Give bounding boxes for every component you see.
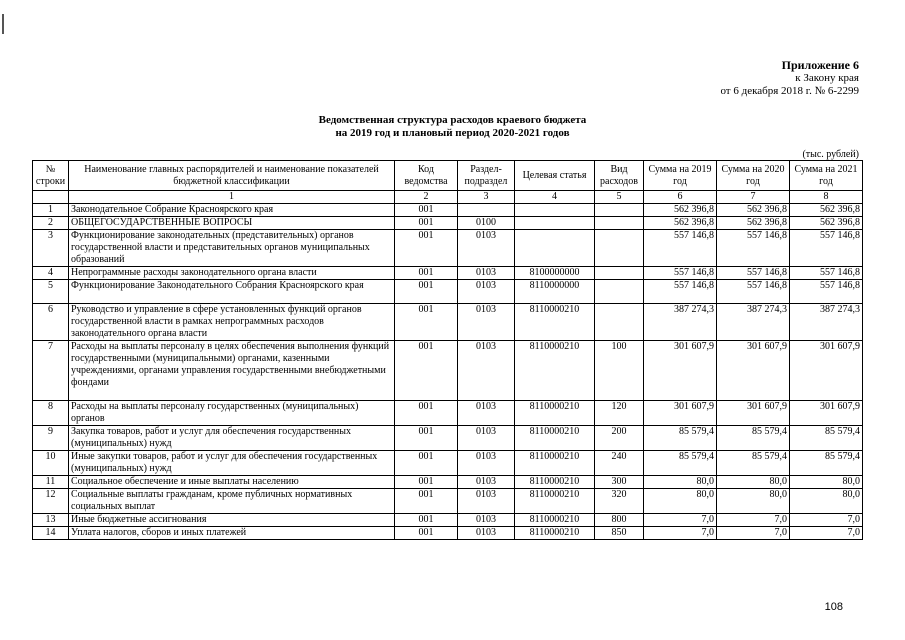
row-sum-2019: 562 396,8 (644, 217, 717, 230)
table-row (33, 230, 863, 267)
table-row (33, 204, 863, 217)
row-name: Иные бюджетные ассигнования (69, 514, 395, 527)
table-row (33, 280, 863, 304)
row-sum-2020: 557 146,8 (717, 267, 790, 280)
row-sum-2021: 557 146,8 (790, 230, 863, 267)
appendix-title: Приложение 6 (781, 58, 859, 72)
row-section-code: 0103 (458, 489, 515, 514)
row-number: 12 (33, 489, 69, 514)
row-sum-2020: 301 607,9 (717, 401, 790, 426)
column-number-row (33, 191, 863, 204)
row-target-code: 8110000210 (515, 489, 595, 514)
column-number: 2 (395, 191, 458, 204)
row-name: Расходы на выплаты персоналу в целях обеспечения выполнения функций государственными (муниципальными) органами, казенными учреждениями, органами управления государственными внебюджетными фондами (69, 341, 395, 401)
column-number: 7 (717, 191, 790, 204)
row-number: 9 (33, 426, 69, 451)
row-number: 3 (33, 230, 69, 267)
row-section-code: 0103 (458, 341, 515, 401)
row-sum-2019: 85 579,4 (644, 426, 717, 451)
row-dept-code: 001 (395, 451, 458, 476)
row-number: 6 (33, 304, 69, 341)
row-sum-2021: 301 607,9 (790, 401, 863, 426)
row-target-code: 8110000210 (515, 476, 595, 489)
row-target-code: 8110000210 (515, 341, 595, 401)
row-name: ОБЩЕГОСУДАРСТВЕННЫЕ ВОПРОСЫ (69, 217, 395, 230)
row-sum-2020: 80,0 (717, 476, 790, 489)
row-target-code (515, 230, 595, 267)
row-sum-2020: 301 607,9 (717, 341, 790, 401)
header-section: Раздел-подраздел (458, 161, 515, 191)
row-number: 4 (33, 267, 69, 280)
row-sum-2021: 85 579,4 (790, 451, 863, 476)
row-kind-code: 240 (595, 451, 644, 476)
row-section-code: 0103 (458, 476, 515, 489)
document-title (0, 114, 905, 140)
row-dept-code: 001 (395, 527, 458, 540)
row-name: Иные закупки товаров, работ и услуг для обеспечения государственных (муниципальных) нужд (69, 451, 395, 476)
table-row (33, 304, 863, 341)
row-sum-2021: 80,0 (790, 476, 863, 489)
row-dept-code: 001 (395, 341, 458, 401)
column-number: 1 (69, 191, 395, 204)
row-dept-code: 001 (395, 304, 458, 341)
table-row (33, 401, 863, 426)
row-section-code: 0103 (458, 527, 515, 540)
column-number: 3 (458, 191, 515, 204)
row-kind-code: 100 (595, 341, 644, 401)
row-number: 14 (33, 527, 69, 540)
row-dept-code: 001 (395, 489, 458, 514)
row-name: Уплата налогов, сборов и иных платежей (69, 527, 395, 540)
row-sum-2021: 557 146,8 (790, 267, 863, 280)
row-sum-2021: 80,0 (790, 489, 863, 514)
row-name: Функционирование Законодательного Собрания Красноярского края (69, 280, 395, 304)
row-kind-code: 200 (595, 426, 644, 451)
table-row (33, 341, 863, 401)
row-kind-code (595, 204, 644, 217)
row-name: Функционирование законодательных (представительных) органов государственной власти и представительных органов муниципальных образований (69, 230, 395, 267)
row-sum-2020: 387 274,3 (717, 304, 790, 341)
row-kind-code (595, 230, 644, 267)
row-kind-code: 300 (595, 476, 644, 489)
row-dept-code: 001 (395, 204, 458, 217)
row-section-code: 0103 (458, 230, 515, 267)
row-kind-code (595, 280, 644, 304)
row-sum-2020: 562 396,8 (717, 217, 790, 230)
row-sum-2021: 387 274,3 (790, 304, 863, 341)
row-sum-2019: 301 607,9 (644, 401, 717, 426)
header-row (33, 161, 863, 191)
row-target-code: 8110000210 (515, 451, 595, 476)
row-target-code: 8110000210 (515, 304, 595, 341)
row-target-code: 8110000210 (515, 401, 595, 426)
row-sum-2021: 7,0 (790, 514, 863, 527)
table-row (33, 476, 863, 489)
table-row (33, 451, 863, 476)
row-kind-code: 120 (595, 401, 644, 426)
row-dept-code: 001 (395, 280, 458, 304)
header-kind: Вид расходов (595, 161, 644, 191)
table-row (33, 489, 863, 514)
row-sum-2019: 557 146,8 (644, 280, 717, 304)
header-sum-2019: Сумма на 2019 год (644, 161, 717, 191)
row-kind-code (595, 217, 644, 230)
header-target: Целевая статья (515, 161, 595, 191)
row-sum-2020: 80,0 (717, 489, 790, 514)
row-number: 13 (33, 514, 69, 527)
row-section-code: 0103 (458, 401, 515, 426)
header-dept: Код ведомства (395, 161, 458, 191)
row-dept-code: 001 (395, 230, 458, 267)
row-kind-code: 800 (595, 514, 644, 527)
row-sum-2020: 7,0 (717, 514, 790, 527)
row-number: 5 (33, 280, 69, 304)
row-sum-2019: 562 396,8 (644, 204, 717, 217)
row-name: Расходы на выплаты персоналу государственных (муниципальных) органов (69, 401, 395, 426)
row-sum-2021: 7,0 (790, 527, 863, 540)
document-title-line-2: на 2019 год и плановый период 2020-2021 годов (335, 127, 570, 139)
row-target-code: 8110000210 (515, 514, 595, 527)
table-row (33, 267, 863, 280)
row-sum-2020: 85 579,4 (717, 426, 790, 451)
row-section-code: 0103 (458, 451, 515, 476)
row-section-code: 0103 (458, 280, 515, 304)
row-section-code: 0103 (458, 304, 515, 341)
row-dept-code: 001 (395, 267, 458, 280)
row-kind-code (595, 304, 644, 341)
column-number (33, 191, 69, 204)
row-target-code: 8110000210 (515, 527, 595, 540)
column-number: 6 (644, 191, 717, 204)
row-sum-2020: 557 146,8 (717, 230, 790, 267)
row-sum-2021: 557 146,8 (790, 280, 863, 304)
row-dept-code: 001 (395, 426, 458, 451)
row-sum-2019: 557 146,8 (644, 267, 717, 280)
row-kind-code (595, 267, 644, 280)
row-target-code (515, 204, 595, 217)
row-sum-2019: 301 607,9 (644, 341, 717, 401)
row-sum-2021: 301 607,9 (790, 341, 863, 401)
header-name: Наименование главных распорядителей и наименование показателей бюджетной классификации (69, 161, 395, 191)
appendix-block (720, 59, 859, 98)
column-number: 4 (515, 191, 595, 204)
row-name: Непрограммные расходы законодательного органа власти (69, 267, 395, 280)
row-sum-2019: 557 146,8 (644, 230, 717, 267)
row-name: Социальные выплаты гражданам, кроме публичных нормативных социальных выплат (69, 489, 395, 514)
row-name: Закупка товаров, работ и услуг для обеспечения государственных (муниципальных) нужд (69, 426, 395, 451)
row-sum-2021: 562 396,8 (790, 204, 863, 217)
row-sum-2019: 387 274,3 (644, 304, 717, 341)
column-number: 5 (595, 191, 644, 204)
table-row (33, 426, 863, 451)
document-title-line-1: Ведомственная структура расходов краевого бюджета (318, 114, 587, 126)
row-sum-2019: 85 579,4 (644, 451, 717, 476)
row-target-code (515, 217, 595, 230)
units-label: (тыс. рублей) (802, 149, 859, 160)
row-sum-2020: 85 579,4 (717, 451, 790, 476)
row-dept-code: 001 (395, 217, 458, 230)
row-section-code: 0100 (458, 217, 515, 230)
row-sum-2020: 557 146,8 (717, 280, 790, 304)
header-sum-2021: Сумма на 2021 год (790, 161, 863, 191)
appendix-line-1: к Закону края (795, 72, 859, 84)
row-number: 7 (33, 341, 69, 401)
row-number: 8 (33, 401, 69, 426)
header-sum-2020: Сумма на 2020 год (717, 161, 790, 191)
row-sum-2020: 7,0 (717, 527, 790, 540)
row-sum-2019: 80,0 (644, 476, 717, 489)
table-row (33, 217, 863, 230)
row-number: 1 (33, 204, 69, 217)
row-dept-code: 001 (395, 401, 458, 426)
row-section-code: 0103 (458, 426, 515, 451)
scan-edge-mark (2, 14, 4, 34)
row-dept-code: 001 (395, 514, 458, 527)
row-number: 10 (33, 451, 69, 476)
row-number: 2 (33, 217, 69, 230)
header-num: № строки (33, 161, 69, 191)
row-sum-2021: 562 396,8 (790, 217, 863, 230)
row-target-code: 8100000000 (515, 267, 595, 280)
row-sum-2019: 7,0 (644, 514, 717, 527)
row-kind-code: 320 (595, 489, 644, 514)
row-sum-2019: 7,0 (644, 527, 717, 540)
table-row (33, 527, 863, 540)
row-name: Руководство и управление в сфере установленных функций органов государственной власти в рамках непрограммных расходов законодательного органа власти (69, 304, 395, 341)
row-target-code: 8110000210 (515, 426, 595, 451)
row-sum-2020: 562 396,8 (717, 204, 790, 217)
page-number: 108 (824, 601, 843, 613)
row-kind-code: 850 (595, 527, 644, 540)
row-section-code: 0103 (458, 514, 515, 527)
table-row (33, 514, 863, 527)
budget-table (32, 160, 863, 540)
row-name: Законодательное Собрание Красноярского края (69, 204, 395, 217)
row-section-code: 0103 (458, 267, 515, 280)
column-number: 8 (790, 191, 863, 204)
row-number: 11 (33, 476, 69, 489)
row-sum-2021: 85 579,4 (790, 426, 863, 451)
row-target-code: 8110000000 (515, 280, 595, 304)
row-name: Социальное обеспечение и иные выплаты населению (69, 476, 395, 489)
appendix-line-2: от 6 декабря 2018 г. № 6-2299 (720, 85, 859, 97)
row-sum-2019: 80,0 (644, 489, 717, 514)
row-dept-code: 001 (395, 476, 458, 489)
row-section-code (458, 204, 515, 217)
